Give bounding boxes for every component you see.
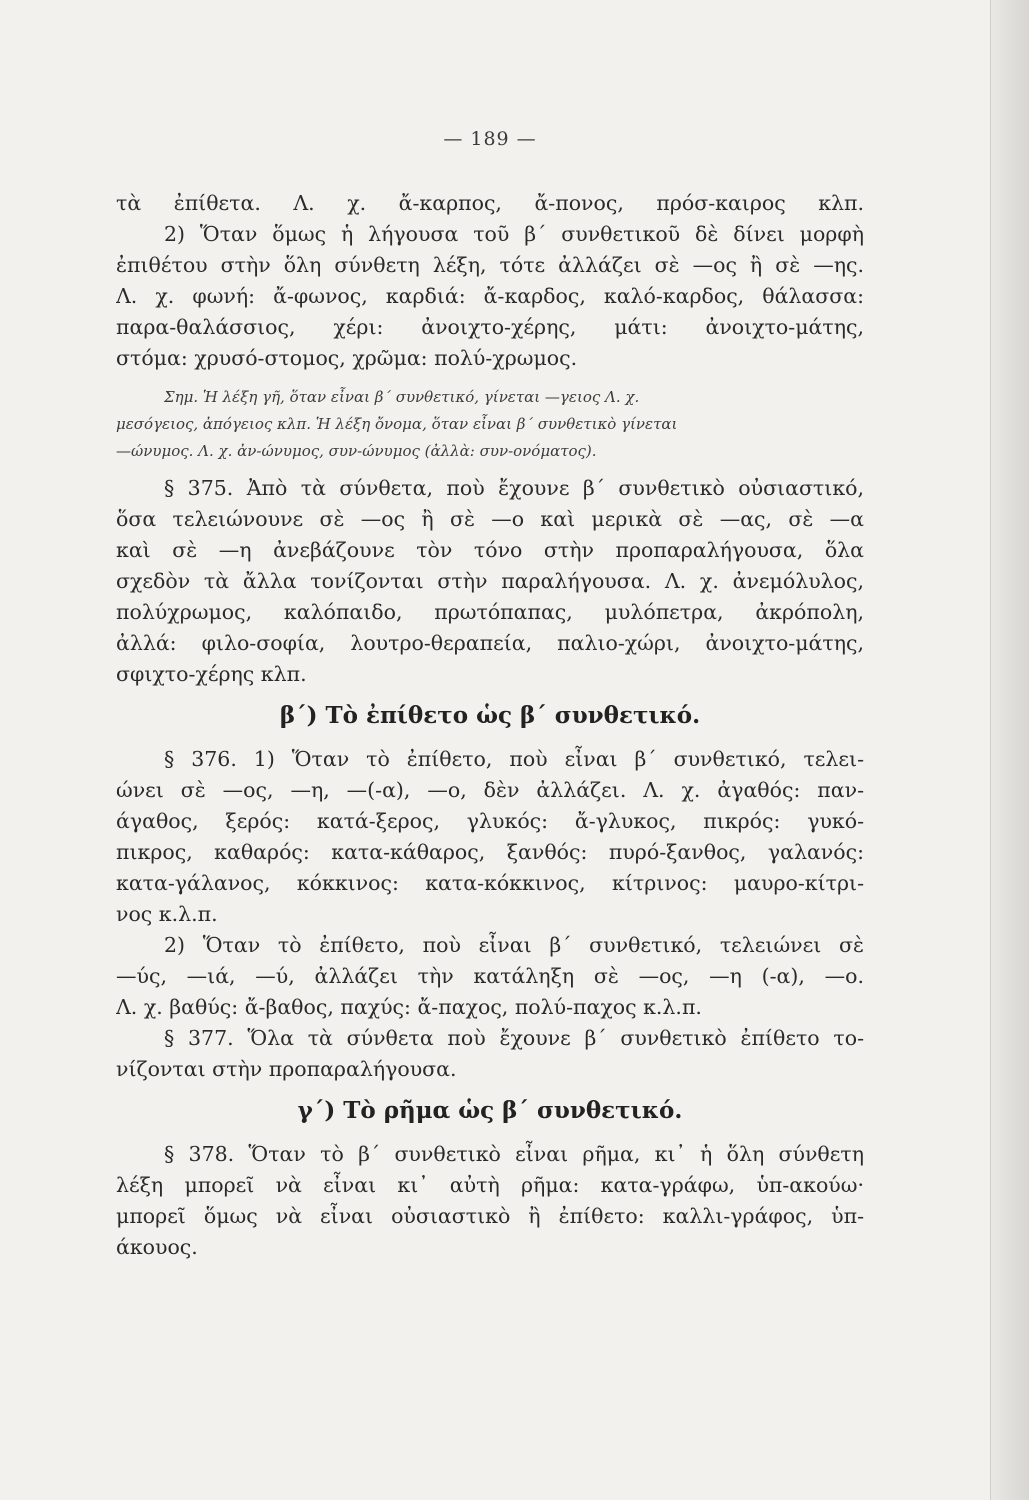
paragraph-block-4: [116, 1139, 864, 1263]
text-line: 2) Ὅταν τὸ ἐπίθετο, ποὺ εἶναι β΄ συνθετικό, τελειώνει σὲ: [164, 933, 864, 957]
section-heading-verb: γ΄) Τὸ ρῆμα ὡς β΄ συνθετικό.: [297, 1097, 683, 1124]
text-line: § 377. Ὅλα τὰ σύνθετα ποὺ ἔχουνε β΄ συνθετικὸ ἐπίθετο το-: [164, 1026, 864, 1050]
text-line: 2) Ὅταν ὅμως ἡ λήγουσα τοῦ β΄ συνθετικοῦ δὲ δίνει μορφὴ: [164, 222, 864, 246]
text-line: μπορεῖ ὅμως νὰ εἶναι οὐσιαστικὸ ἢ ἐπίθετο: καλλι-γράφος, ὑπ-: [116, 1204, 864, 1228]
text-line: τὰ ἐπίθετα. Λ. χ. ἄ-καρπος, ἄ-πονος, πρόσ-καιρος κλπ.: [116, 191, 864, 215]
text-line: λέξη μπορεῖ νὰ εἶναι κι᾿ αὐτὴ ρῆμα: κατα-γράφω, ὑπ-ακούω·: [116, 1173, 864, 1197]
text-line: § 375. Ἀπὸ τὰ σύνθετα, ποὺ ἔχουνε β΄ συνθετικὸ οὐσιαστικό,: [164, 476, 864, 500]
text-line: πολύχρωμος, καλόπαιδο, πρωτόπαπας, μυλόπετρα, ἀκρόπολη,: [116, 600, 864, 624]
text-line: παρα-θαλάσσιος, χέρι: ἀνοιχτο-χέρης, μάτι: ἀνοιχτο-μάτης,: [116, 315, 864, 339]
text-line: ώνει σὲ —ος, —η, —(-α), —ο, δὲν ἀλλάζει. Λ. χ. ἀγαθός: παν-: [116, 778, 864, 802]
note-line: —ώνυμος. Λ. χ. ἀν-ώνυμος, συν-ώνυμος (ἀλλὰ: συν-ονόματος).: [116, 442, 597, 460]
text-line: § 376. 1) Ὅταν τὸ ἐπίθετο, ποὺ εἶναι β΄ συνθετικό, τελει-: [164, 747, 864, 771]
text-line: νος κ.λ.π.: [116, 902, 218, 926]
text-line: Λ. χ. φωνή: ἄ-φωνος, καρδιά: ἄ-καρδος, καλό-καρδος, θάλασσα:: [116, 284, 864, 308]
text-line: καὶ σὲ —η ἀνεβάζουνε τὸν τόνο στὴν προπαραλήγουσα, ὅλα: [116, 538, 864, 562]
paragraph-block-1: [116, 188, 864, 374]
paragraph-block-2: [116, 473, 864, 690]
text-line: κατα-γάλανος, κόκκινος: κατα-κόκκινος, κίτρινος: μαυρο-κίτρι-: [116, 871, 864, 895]
text-line: στόμα: χρυσό-στομος, χρῶμα: πολύ-χρωμος.: [116, 346, 578, 370]
note-line: μεσόγειος, ἀπόγειος κλπ. Ἡ λέξη ὄνομα, ὅταν εἶναι β΄ συνθετικὸ γίνεται: [116, 415, 678, 433]
text-line: νίζονται στὴν προπαραλήγουσα.: [116, 1057, 457, 1081]
text-line: ὅσα τελειώνουνε σὲ —ος ἢ σὲ —ο καὶ μερικὰ σὲ —ας, σὲ —α: [116, 507, 864, 531]
page-content: [116, 128, 864, 1263]
text-line: άκουος.: [116, 1235, 198, 1259]
text-line: σχεδὸν τὰ ἄλλα τονίζονται στὴν παραλήγουσα. Λ. χ. ἀνεμόλυλος,: [116, 569, 864, 593]
text-line: σφιχτο-χέρης κλπ.: [116, 662, 307, 686]
text-line: § 378. Ὅταν τὸ β΄ συνθετικὸ εἶναι ρῆμα, κι᾿ ἡ ὅλη σύνθετη: [164, 1142, 864, 1166]
text-line: ἀλλά: φιλο-σοφία, λουτρο-θεραπεία, παλιο-χώρι, ἀνοιχτο-μάτης,: [116, 631, 864, 655]
note-line: Σημ. Ἡ λέξη γῆ, ὅταν εἶναι β΄ συνθετικό, γίνεται —γειος Λ. χ.: [164, 388, 640, 406]
text-line: Λ. χ. βαθύς: ἄ-βαθος, παχύς: ἄ-παχος, πολύ-παχος κ.λ.π.: [116, 995, 702, 1019]
paragraph-block-3: [116, 744, 864, 1085]
page-edge: [990, 0, 1029, 1500]
text-line: ἐπιθέτου στὴν ὅλη σύνθετη λέξη, τότε ἀλλάζει σὲ —ος ἢ σὲ —ης.: [116, 253, 864, 277]
text-line: άγαθος, ξερός: κατά-ξερος, γλυκός: ἄ-γλυκος, πικρός: γυκό-: [116, 809, 864, 833]
text-line: πικρος, καθαρός: κατα-κάθαρος, ξανθός: πυρό-ξανθος, γαλανός:: [116, 840, 864, 864]
text-line: —ύς, —ιά, —ύ, ἀλλάζει τὴν κατάληξη σὲ —ος, —η (-α), —ο.: [116, 964, 864, 988]
note-block: [116, 384, 864, 465]
page-number: — 189 —: [443, 128, 537, 150]
section-heading-adjective: β΄) Τὸ ἐπίθετο ὡς β΄ συνθετικό.: [279, 702, 701, 729]
